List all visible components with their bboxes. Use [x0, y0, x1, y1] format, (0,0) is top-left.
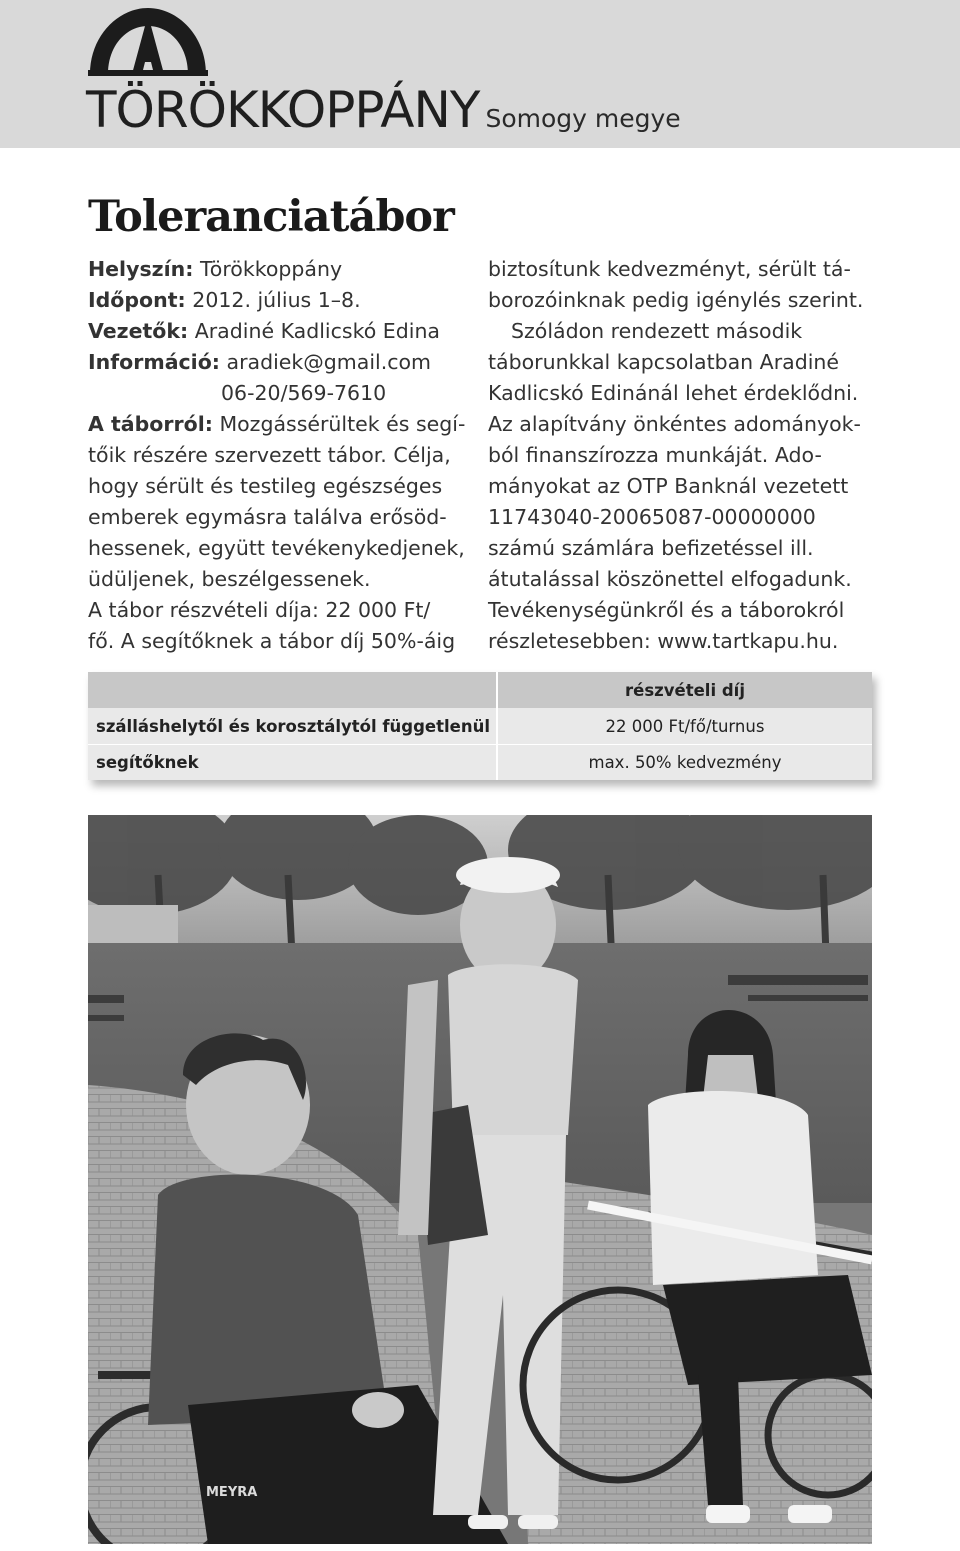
right-text-line: ból finanszírozza munkáját. Ado-: [488, 443, 822, 467]
right-text-line: borozóinknak pedig igénylés szerint.: [488, 288, 864, 312]
fee-table: [88, 672, 872, 780]
info-line: [88, 347, 470, 378]
fee-row-label: szálláshelytől és korosztálytól függetlenül: [96, 716, 490, 736]
town-label: TÖRÖKKOPPÁNY: [86, 81, 480, 139]
leaders-label: Vezetők:: [88, 319, 189, 343]
town-name: [86, 80, 681, 149]
right-text-line: táborunkkal kapcsolatban Aradiné: [488, 350, 840, 374]
bank-account-number: 11743040-20065087-00000000: [488, 505, 816, 529]
info-phone: 06-20/569-7610: [221, 381, 387, 405]
about-text-0: Mozgássérültek és segí-: [219, 412, 466, 436]
wheelchair-brand-label: MEYRA: [206, 1485, 258, 1500]
left-column: [88, 254, 470, 657]
camp-photo: [88, 815, 872, 1544]
date-line: [88, 285, 470, 316]
left-text-line: hogy sérült és testileg egészséges: [88, 474, 443, 498]
info-label: Információ:: [88, 350, 220, 374]
right-text-line: átutalással köszönettel elfogadunk.: [488, 567, 852, 591]
right-column: [488, 254, 872, 657]
page-title: Toleranciatábor: [88, 192, 454, 242]
camp-photo-illustration: [88, 815, 872, 1544]
header-band: [0, 0, 960, 148]
right-text-line: mányokat az OTP Banknál vezetett: [488, 474, 849, 498]
fee-row-value: max. 50% kedvezmény: [496, 745, 872, 780]
location-value: Törökkoppány: [199, 257, 343, 281]
left-text-line: emberek egymásra találva erősöd-: [88, 505, 447, 529]
table-row: [88, 744, 872, 780]
fee-table-header: részvételi díj: [496, 672, 872, 708]
date-label: Időpont:: [88, 288, 186, 312]
fee-row-value: 22 000 Ft/fő/turnus: [496, 708, 872, 744]
right-text-line: Szóládon rendezett második: [511, 319, 803, 343]
fee-table-header-row: [88, 672, 872, 708]
left-text-line: üdüljenek, beszélgessenek.: [88, 567, 371, 591]
website-line: részletesebben: www.tartkapu.hu.: [488, 629, 839, 653]
left-text-line: fő. A segítőknek a tábor díj 50%-áig: [88, 629, 456, 653]
arch-a-logo-icon: [88, 6, 208, 76]
fee-table-header-empty: [88, 672, 496, 708]
left-text-line: A tábor részvételi díja: 22 000 Ft/: [88, 598, 431, 622]
about-line: [88, 409, 470, 440]
leaders-value: Aradiné Kadlicskó Edina: [194, 319, 440, 343]
right-text-line: számú számlára befizetéssel ill.: [488, 536, 814, 560]
location-line: [88, 254, 470, 285]
about-label: A táborról:: [88, 412, 213, 436]
left-text-line: tőik részére szervezett tábor. Célja,: [88, 443, 451, 467]
right-text-line: Tevékenységünkről és a táborokról: [488, 598, 845, 622]
left-text-line: hessenek, együtt tevékenykedjenek,: [88, 536, 465, 560]
county-label: Somogy megye: [485, 104, 681, 133]
right-text-line: Az alapítvány önkéntes adományok-: [488, 412, 861, 436]
leaders-line: [88, 316, 470, 347]
location-label: Helyszín:: [88, 257, 194, 281]
fee-row-label: segítőknek: [96, 753, 199, 772]
info-email: aradiek@gmail.com: [226, 350, 432, 374]
date-value: 2012. július 1–8.: [192, 288, 361, 312]
right-text-line: biztosítunk kedvezményt, sérült tá-: [488, 257, 851, 281]
table-row: [88, 708, 872, 744]
right-text-line: Kadlicskó Edinánál lehet érdeklődni.: [488, 381, 859, 405]
